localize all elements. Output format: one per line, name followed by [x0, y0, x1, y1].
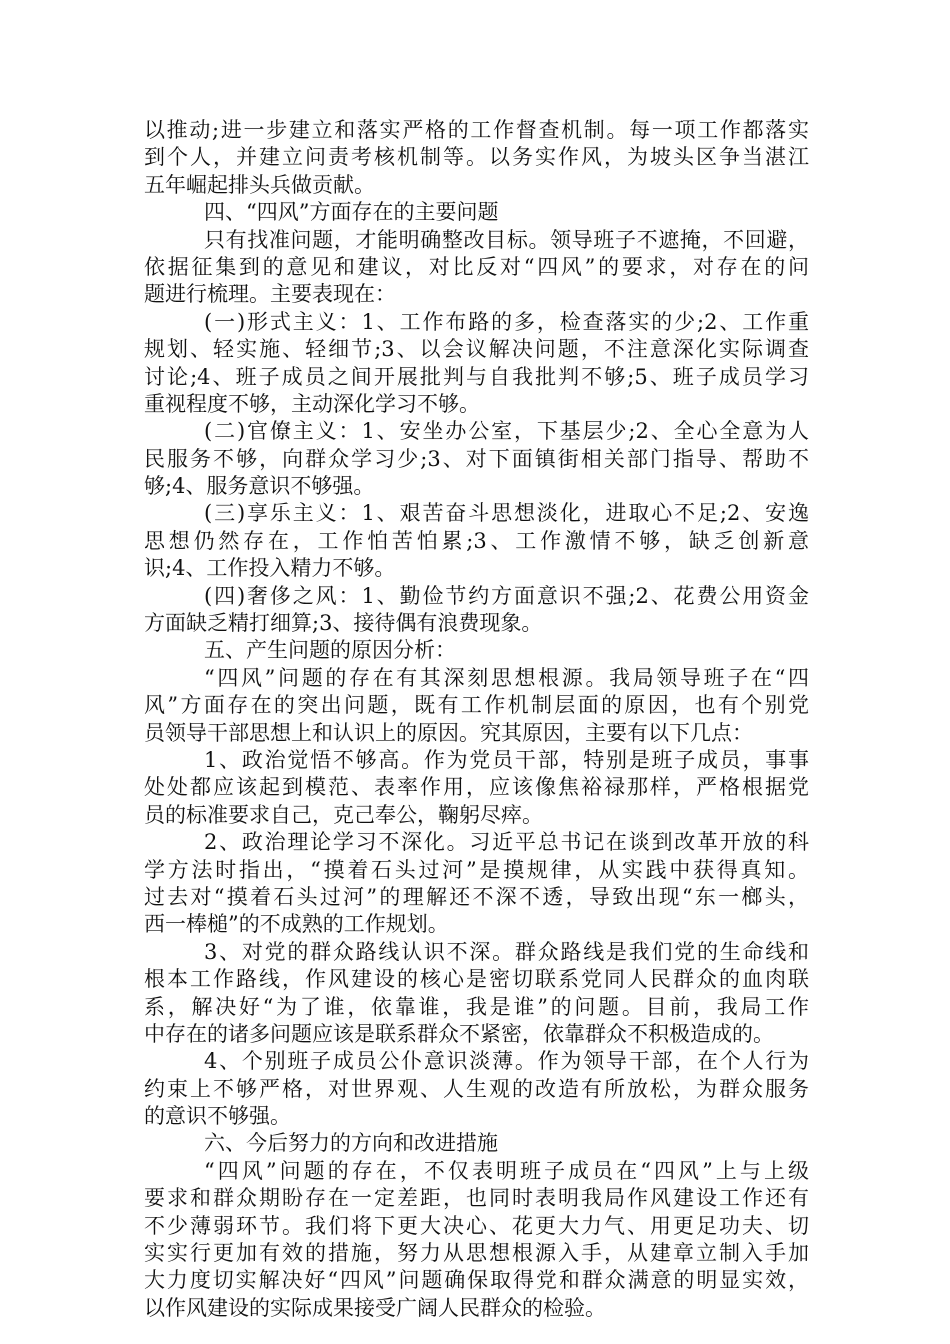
text-line: 规划、轻实施、轻细节;3、以会议解决问题，不注意深化实际调查	[144, 337, 809, 362]
text-line: 不少薄弱环节。我们将下更大决心、花更大力气、用更足功夫、切	[144, 1213, 809, 1238]
text-line: (四)奢侈之风：1、勤俭节约方面意识不强;2、花费公用资金	[204, 583, 809, 608]
document-body	[144, 117, 809, 1322]
text-line: 四、“四风”方面存在的主要问题	[204, 200, 499, 225]
text-line: 4、个别班子成员公仆意识淡薄。作为领导干部，在个人行为	[204, 1049, 809, 1074]
text-line: 2、政治理论学习不深化。习近平总书记在谈到改革开放的科	[204, 830, 809, 855]
text-line: 五、产生问题的原因分析：	[204, 638, 456, 663]
text-line: 约束上不够严格，对世界观、人生观的改造有所放松，为群众服务	[144, 1076, 809, 1101]
text-line: 方面缺乏精打细算;3、接待偶有浪费现象。	[144, 611, 543, 636]
text-line: 风”方面存在的突出问题，既有工作机制层面的原因，也有个别党	[144, 693, 809, 718]
text-line: 过去对“摸着石头过河”的理解还不深不透，导致出现“东一榔头，	[144, 884, 809, 909]
text-line: 思想仍然存在，工作怕苦怕累;3、工作激情不够，缺乏创新意	[144, 528, 809, 553]
text-line: (二)官僚主义：1、安坐办公室，下基层少;2、全心全意为人	[204, 419, 809, 444]
text-line: 学方法时指出，“摸着石头过河”是摸规律，从实践中获得真知。	[144, 857, 809, 882]
text-line: 五年崛起排头兵做贡献。	[144, 172, 375, 197]
text-line: 的意识不够强。	[144, 1104, 291, 1129]
text-line: 够;4、服务意识不够强。	[144, 474, 375, 499]
text-line: 到个人，并建立问责考核机制等。以务实作风，为坡头区争当湛江	[144, 145, 809, 170]
text-line: 题进行梳理。主要表现在：	[144, 282, 396, 307]
text-line: 六、今后努力的方向和改进措施	[204, 1131, 498, 1156]
text-line: 中存在的诸多问题应该是联系群众不紧密，依靠群众不积极造成的。	[144, 1021, 774, 1046]
text-line: “四风”问题的存在，不仅表明班子成员在“四风”上与上级	[204, 1158, 809, 1183]
text-line: 要求和群众期盼存在一定差距，也同时表明我局作风建设工作还有	[144, 1186, 809, 1211]
text-line: “四风”问题的存在有其深刻思想根源。我局领导班子在“四	[204, 665, 809, 690]
text-line: 1、政治觉悟不够高。作为党员干部，特别是班子成员，事事	[204, 747, 809, 772]
text-line: 以推动;进一步建立和落实严格的工作督查机制。每一项工作都落实	[144, 118, 809, 142]
text-line: 民服务不够，向群众学习少;3、对下面镇街相关部门指导、帮助不	[144, 446, 809, 471]
text-line: 依据征集到的意见和建议，对比反对“四风”的要求，对存在的问	[144, 254, 809, 279]
text-line: 系，解决好“为了谁，依靠谁，我是谁”的问题。目前，我局工作	[144, 994, 809, 1019]
text-line: 以作风建设的实际成果接受广阔人民群众的检验。	[144, 1295, 606, 1320]
text-line: 识;4、工作投入精力不够。	[144, 556, 396, 581]
text-line: (一)形式主义：1、工作布路的多，检查落实的少;2、工作重	[204, 309, 809, 334]
text-line: 员的标准要求自己，克己奉公，鞠躬尽瘁。	[144, 802, 543, 827]
text-line: (三)享乐主义：1、艰苦奋斗思想淡化，进取心不足;2、安逸	[204, 501, 809, 526]
text-line: 处处都应该起到模范、表率作用，应该像焦裕禄那样，严格根据党	[144, 775, 809, 800]
text-line: 西一棒槌”的不成熟的工作规划。	[144, 912, 449, 937]
text-line: 3、对党的群众路线认识不深。群众路线是我们党的生命线和	[204, 939, 809, 964]
text-line: 根本工作路线，作风建设的核心是密切联系党同人民群众的血肉联	[144, 967, 809, 992]
text-line: 讨论;4、班子成员之间开展批判与自我批判不够;5、班子成员学习	[144, 364, 809, 389]
text-line: 实实行更加有效的措施，努力从思想根源入手，从建章立制入手加	[144, 1241, 809, 1266]
text-line: 重视程度不够，主动深化学习不够。	[144, 391, 480, 416]
text-line: 大力度切实解决好“四风”问题确保取得党和群众满意的明显实效，	[144, 1268, 809, 1293]
text-line: 只有找准问题，才能明确整改目标。领导班子不遮掩，不回避，	[204, 227, 809, 252]
text-line: 员领导干部思想上和认识上的原因。究其原因，主要有以下几点：	[144, 720, 753, 745]
